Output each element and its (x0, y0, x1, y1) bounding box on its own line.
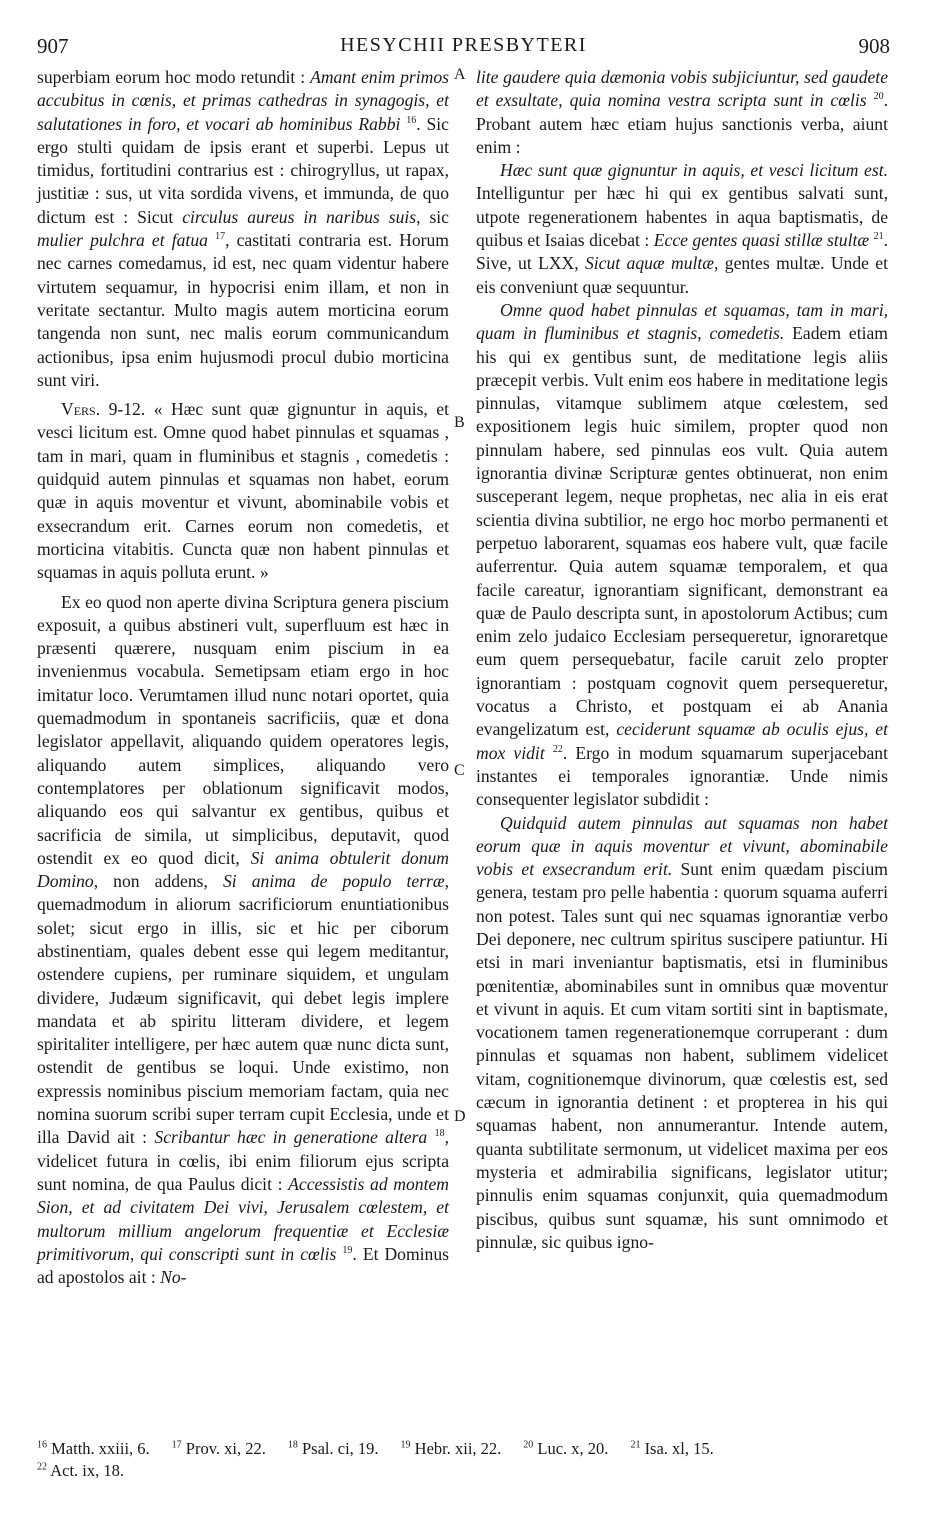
footnote-18 (288, 1439, 379, 1458)
footnote-reference: Act. ix, 18. (47, 1461, 124, 1480)
page-number-left: 907 (37, 34, 69, 58)
margin-marker-b: B (454, 414, 465, 431)
page-header (37, 34, 890, 64)
right-column (476, 66, 888, 1254)
footnote-22 (37, 1461, 124, 1480)
margin-marker-c: C (454, 762, 465, 779)
footnote-number: 16 (37, 1439, 47, 1451)
footnote-number: 17 (171, 1439, 182, 1451)
footnotes (37, 1438, 897, 1482)
footnote-number: 19 (400, 1439, 411, 1451)
left-paragraph-verses: Vers. 9-12. « Hæc sunt quæ gignuntur in aquis, et vesci licitum est. Omne quod habet pinnulas et squamas , tam in mari, quam in fluminibus et stagnis , comedetis : quidquid autem pinnulas et squamas non habet, eorum quæ in aquis moventur et vivunt, abominabile vobis et exsecrandum erit. Carnes eorum non comedetis, et morticina vitabitis. Cuncta quæ non habent pinnulas et squamas in aquis polluta erunt. » (37, 399, 449, 583)
footnote-20 (523, 1439, 608, 1458)
footnote-19 (401, 1439, 502, 1458)
right-paragraph-1: lite gaudere quia dæmonia vobis subjiciuntur, sed gaudete et exsultate, quia nomina vestra scripta sunt in cœlis $^{20}$. Probant autem hæc etiam hujus sanctionis verba, aiunt enim : (476, 67, 888, 157)
footnote-reference: Luc. x, 20. (533, 1439, 609, 1458)
footnote-number: 22 (37, 1461, 47, 1473)
footnote-number: 21 (630, 1439, 641, 1451)
margin-marker-a: A (454, 66, 466, 83)
right-paragraph-4: Quidquid autem pinnulas aut squamas non habet eorum quæ in aquis moventur et vivunt, abominabile vobis et exsecrandum erit. Sunt enim quædam piscium genera, testam pro pelle habentia : quorum squama auferri non potest. Tales sunt qui nec squamas ignorantiæ verbo Dei deponere, nec cultrum spiritus suscipere patiuntur. Hi etsi in mari inveniantur baptismatis, etsi in fluminibus pœnitentiæ, abominabiles sunt in omnibus quæ moventur et vivunt in aquis. Et cum vitam sortiti sint in baptismate, vocationem tamen regenerationemque corruperant : dum pinnulas et squamas non habent, sublimem videlicet vitam, cognitionemque divinorum, quæ cœlestis est, sed cæcum in ignorantia detinent : et propterea in his qui squamas habent, non annumerantur. Intende autem, quanta subtilitate sermonum, ut videlicet maxima per eos mysteria et admirabilia significans, legislator utitur; pinnulis enim squamas conjunxit, quia quemadmodum piscibus, quibus sunt squamæ, his sunt omnimodo et pinnulæ, sic quibus igno- (476, 812, 888, 1252)
footnote-16 (37, 1439, 150, 1458)
footnote-line-1 (37, 1438, 897, 1460)
right-paragraph-3: Omne quod habet pinnulas et squamas, tam in mari, quam in fluminibus et stagnis, comedetis. Eadem etiam his qui ex gentibus sunt, de meditatione legis aliis præcepit verbis. Vult enim eos habere in meditatione legis pinnulas, vitamque sublimem atque cœlestem, sed expositionem legis huic similem, propter quod non pinnulam habere, sed pinnulas eos vult. Quia autem ignorantia divinæ Scripturæ gentes obtinuerat, non enim susceperant legem, neque prophetas, nec alia in eis erat scientia divina subtilior, ne ergo hoc morbo permanenti et perpetuo laborarent, squamas eos habere vult, quæ facile auferrentur. Quia autem squamæ temporalem, et qua facile careatur, ignorantiam significant, demonstrant ea quæ de Paulo descripta sunt, in apostolorum Actibus; cum enim zelo judaico Ecclesiam persequeretur, ignoraretque eum quem persequebatur, facile caruit zelo propter ignorantiam : postquam cognovit quem persequeretur, vocatus a Christo, et postquam ei ab Anania evangelizatum est, ceciderunt squamæ ab oculis ejus, et mox vidit $^{22}$. Ergo in modum squamarum superjacebant instantes ei temporales ignorantiæ. Unde nimis consequenter legislator subdidit : (476, 299, 888, 810)
margin-marker-d: D (454, 1108, 466, 1125)
running-title: HESYCHII PRESBYTERI (340, 34, 587, 56)
left-paragraph-1: superbiam eorum hoc modo retundit : Amant enim primos accubitus in cœnis, et primas cathedras in synagogis, et salutationes in foro, et vocari ab hominibus Rabbi $^{16}$. Sic ergo stulti quidam de ipsis erant et superbi. Lepus ut timidus, fortitudini contrarius est : chirogryllus, ut rapax, justitiæ : sus, ut vita sordida vivens, et immunda, de quo dictum est : Sicut circulus aureus in naribus suis, sic mulier pulchra et fatua $^{17}$, castitati contraria est. Horum nec carnes comedamus, id est, nec quam videntur habere virtutem sequamur, in hypocrisi enim illam, et non in veritate sectantur. Multo magis autem morticina eorum tangenda non sunt, nec malis eorum communicandum actionibus, ipsa enim hujusmodi procul dubio morticina sunt viri. (37, 67, 450, 390)
right-paragraph-2: Hæc sunt quæ gignuntur in aquis, et vesci licitum est. Intelliguntur per hæc hi qui ex gentibus salvati sunt, utpote regenerationem habentes in aqua baptismatis, de quibus et Isaias dicebat : Ecce gentes quasi stillæ stultæ $^{21}$. Sive, ut LXX, Sicut aquæ multæ, gentes multæ. Unde et eis conveniunt quæ sequuntur. (476, 160, 888, 297)
left-column (37, 66, 449, 1289)
footnote-reference: Isa. xl, 15. (640, 1439, 714, 1458)
footnote-reference: Hebr. xii, 22. (410, 1439, 502, 1458)
footnote-line-2 (37, 1460, 897, 1482)
footnote-reference: Matth. xxiii, 6. (47, 1439, 150, 1458)
page-number-right: 908 (858, 34, 890, 58)
footnote-reference: Psal. ci, 19. (297, 1439, 379, 1458)
footnote-17 (172, 1439, 266, 1458)
footnote-21 (630, 1439, 713, 1458)
footnote-number: 18 (287, 1439, 298, 1451)
footnote-reference: Prov. xi, 22. (181, 1439, 266, 1458)
left-paragraph-3: Ex eo quod non aperte divina Scriptura genera piscium exposuit, a quibus abstineri vult, superfluum est hæc in præsenti quærere, nusquam enim piscium in ea invenienmus vocabula. Semetipsam etiam ergo in hoc imitatur loco. Verumtamen illud nunc notari oportet, quia quemadmodum in spontaneis sacrificiis, quæ et dona legislator appellavit, aliquando quidem operatores legis, aliquando autem simplices, aliquando vero contemplatores per oblationum significavit modos, aliquando eos qui salvantur ex gentibus, quibus et sacrificia de simila, ut simplicibus, deputavit, quod ostendit ex eo quod dicit, Si anima obtulerit donum Domino, non addens, Si anima de populo terræ, quemadmodum in aliorum sacrificiorum enuntiationibus solet; sicut ergo in illis, sic et hic per ciborum abstinentiam, quales debent esse qui legem meditantur, ostendere cupiens, per ruminare siquidem, et ungulam dividere, Judæum significavit, qui debet legis implere mandata et ab spiritu litteram dividere, et legem spiritaliter intelligere, per hæc autem quæ nunc dicta sunt, ostendit de gentibus se loqui. Unde existimo, non expressis nominibus piscium memoriam factam, quia nec nomina suorum scribi super terram cupit Ecclesia, unde et illa David ait : Scribantur hæc in generatione altera $^{18}$, videlicet futura in cœlis, ibi enim filiorum ejus scripta sunt nomina, de qua Paulus dicit : Accessistis ad montem Sion, et ad civitatem Dei vivi, Jerusalem cœlestem, et multorum millium angelorum frequentiæ et Ecclesiæ primitivorum, qui conscripti sunt in cœlis $^{19}$. Et Dominus ad apostolos ait : No- (37, 591, 449, 1288)
footnote-number: 20 (523, 1439, 534, 1451)
